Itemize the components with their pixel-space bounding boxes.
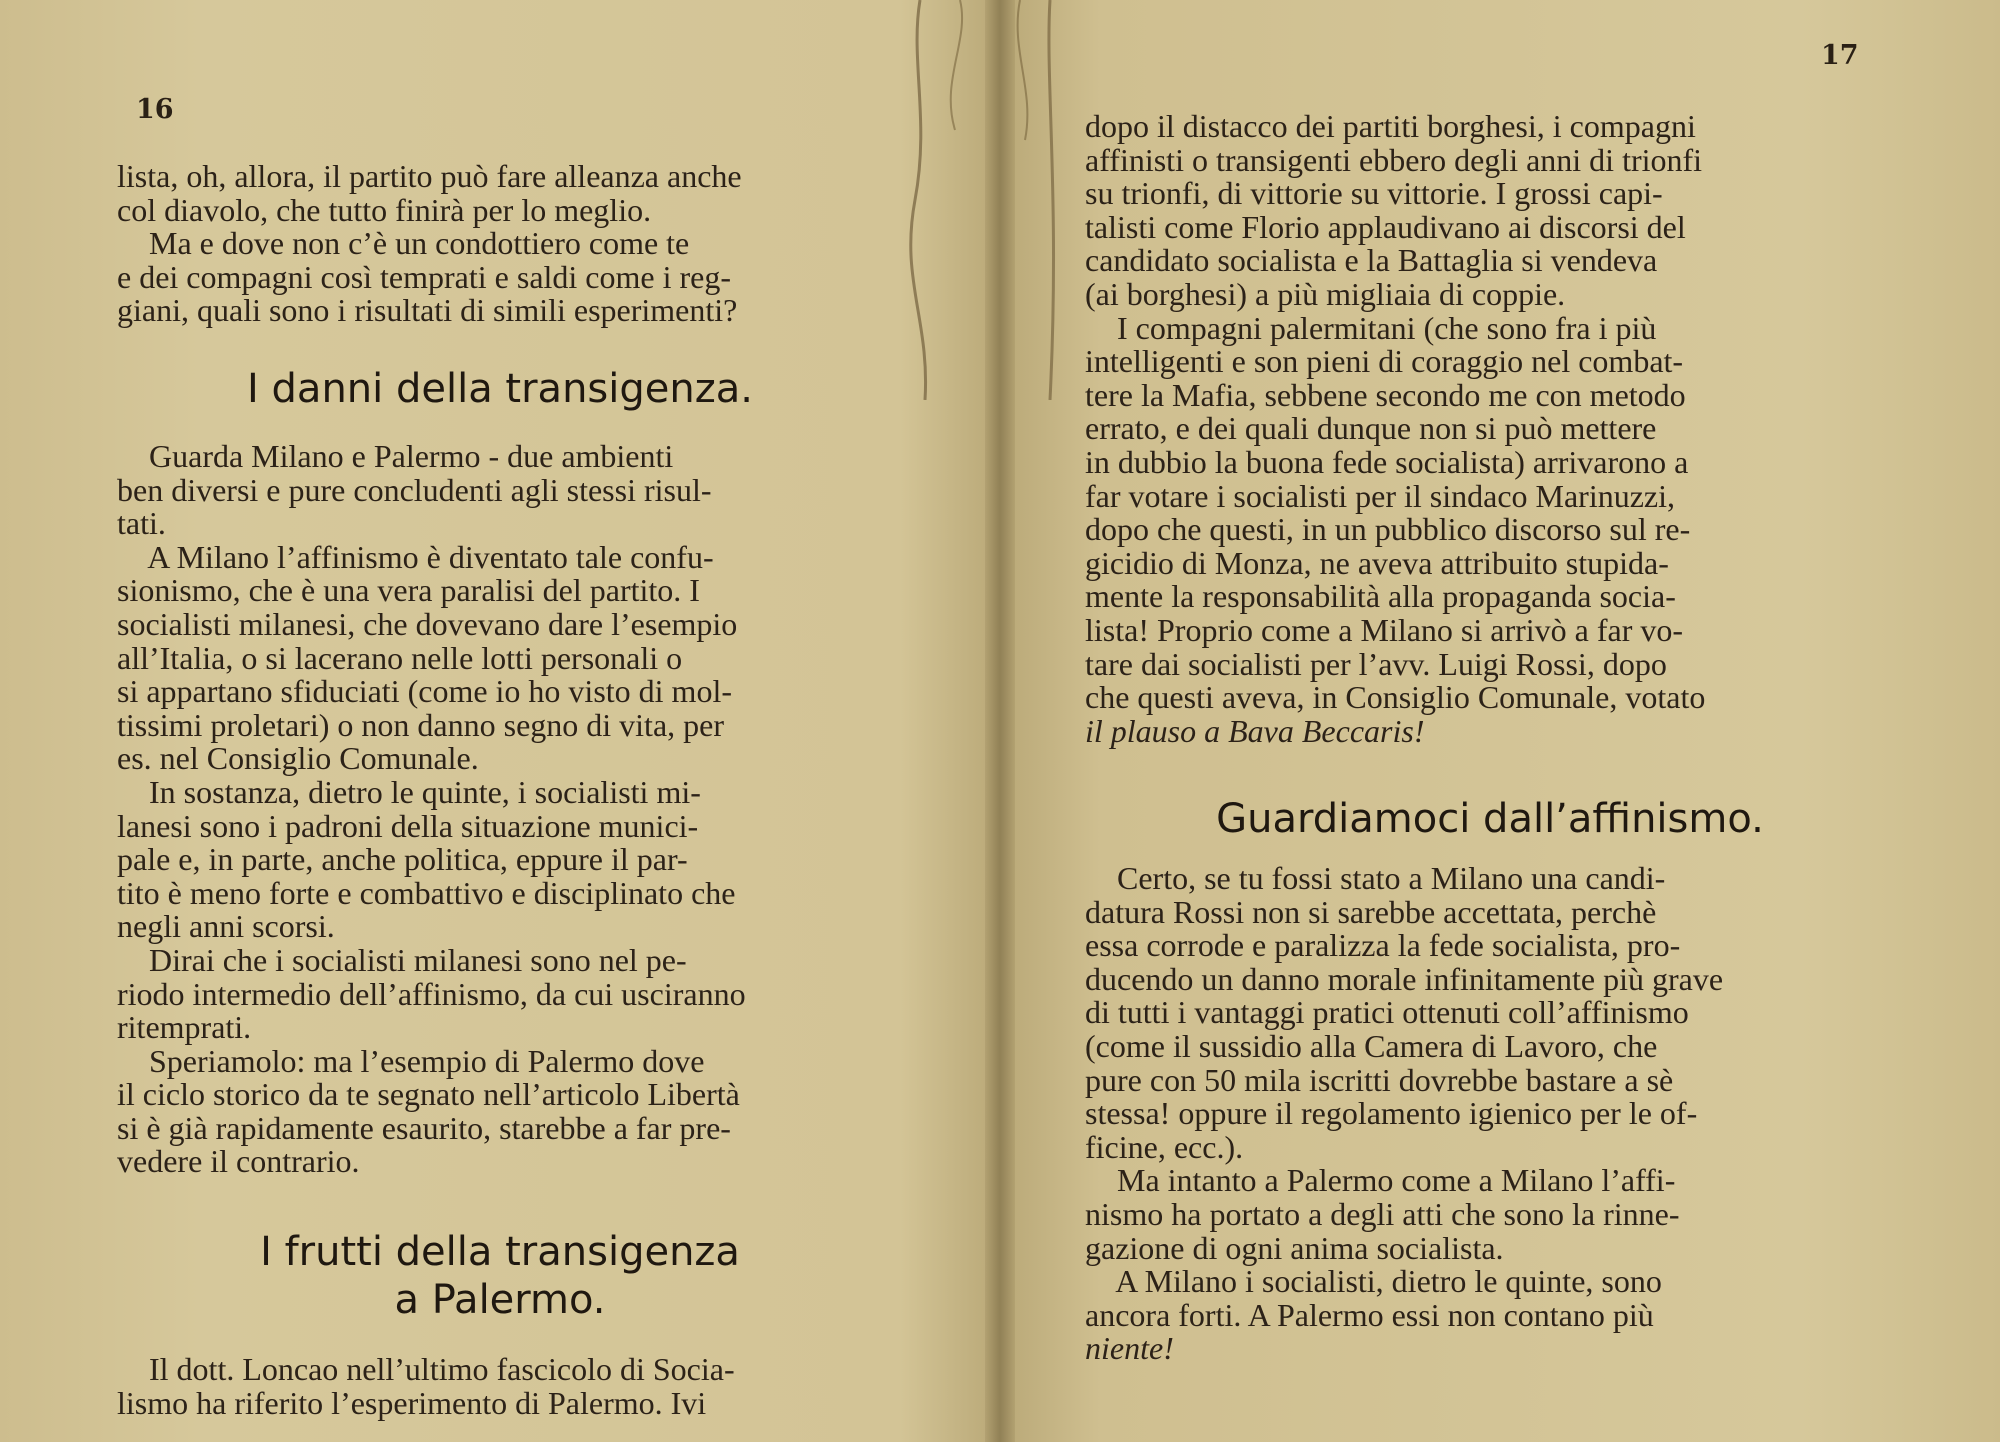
text-line: Dirai che i socialisti milanesi sono nel pe- [117,941,687,978]
text-line: niente! [1085,1330,1174,1367]
text-line: vedere il contrario. [117,1143,360,1180]
text-line: (ai borghesi) a più migliaia di coppie. [1085,275,1566,312]
text-line: ducendo un danno morale infinitamente più grave [1085,960,1724,997]
text-line: talisti come Florio applaudivano ai discorsi del [1085,208,1686,245]
text-line: Certo, se tu fossi stato a Milano una candi- [1085,860,1666,896]
text-line: es. nel Consiglio Comunale. [117,740,479,777]
text-line: negli anni scorsi. [117,908,335,945]
text-line: si è già rapidamente esaurito, starebbe a far pre- [117,1109,731,1146]
text-line: all’Italia, o si lacerano nelle lotti personali o [117,639,683,676]
left-page [0,0,985,1442]
text-line: in dubbio la buona fede socialista) arrivarono a [1085,443,1689,480]
text-line: sionismo, che è una vera paralisi del partito. I [117,572,700,609]
text-line: far votare i socialisti per il sindaco Marinuzzi, [1085,477,1676,514]
text-line: ben diversi e pure concludenti agli stessi risul- [117,471,712,508]
text-line: giani, quali sono i risultati di simili esperimenti? [117,292,738,329]
text-line: tissimi proletari) o non danno segno di vita, per [117,706,724,743]
text-line: errato, e dei quali dunque non si può mettere [1085,410,1657,447]
text-line: candidato socialista e la Battaglia si vendeva [1085,242,1658,279]
text-line: gicidio di Monza, ne aveva attribuito stupida- [1085,544,1669,581]
text-line: lismo ha riferito l’esperimento di Palermo. Ivi [117,1384,707,1421]
text-line: Ma intanto a Palermo come a Milano l’affi- [1085,1162,1676,1199]
text-line: col diavolo, che tutto finirà per lo meglio. [117,191,652,228]
text-line: nismo ha portato a degli atti che sono la rinne- [1085,1195,1680,1232]
heading-text: I danni della transigenza. [247,366,753,412]
text-line: socialisti milanesi, che dovevano dare l’esempio [117,605,738,642]
heading-text: I frutti della transigenza [260,1229,740,1275]
left-paragraph-block-1 [117,160,907,328]
text-line: I compagni palermitani (che sono fra i più [1085,309,1657,346]
text-line: tare dai socialisti per l’avv. Luigi Rossi, dopo [1085,645,1667,682]
text-line: riodo intermedio dell’affinismo, da cui usciranno [117,975,746,1012]
text-line: che questi aveva, in Consiglio Comunale, votato [1085,679,1706,716]
text-line: gazione di ogni anima socialista. [1085,1229,1504,1266]
right-paragraph-block-1 [1085,110,1895,748]
text-line: tere la Mafia, sebbene secondo me con metodo [1085,376,1686,413]
text-line: tito è meno forte e combattivo e disciplinato che [117,874,736,911]
text-line: dopo che questi, in un pubblico discorso sul re- [1085,511,1691,548]
text-line: di tutti i vantaggi pratici ottenuti coll’affinismo [1085,994,1689,1031]
text-line: lista! Proprio come a Milano si arrivò a far vo- [1085,611,1684,648]
text-line: lista, oh, allora, il partito può fare alleanza anche [117,158,742,194]
text-line: tati. [117,505,166,542]
text-line: Speriamolo: ma l’esempio di Palermo dove [117,1042,705,1079]
heading-text: a Palermo. [394,1277,606,1323]
text-line: Guarda Milano e Palermo - due ambienti [117,438,674,474]
text-line: ritemprati. [117,1009,252,1046]
text-line: il plauso a Bava Beccaris! [1085,712,1425,749]
text-line: pale e, in parte, anche politica, eppure il par- [117,841,688,878]
text-line: datura Rossi non si sarebbe accettata, perchè [1085,893,1657,930]
text-line: il ciclo storico da te segnato nell’articolo Libertà [117,1076,740,1113]
text-line: dopo il distacco dei partiti borghesi, i compagni [1085,108,1696,144]
text-line: lanesi sono i padroni della situazione munici- [117,807,699,844]
right-page [1015,0,2000,1442]
text-line: (come il sussidio alla Camera di Lavoro, che [1085,1027,1658,1064]
section-heading [150,1228,850,1324]
heading-text: Guardiamoci dall’affinismo. [1216,796,1764,842]
text-line: Ma e dove non c’è un condottiero come te [117,225,690,262]
text-line: si appartano sfiduciati (come io ho visto di mol- [117,673,732,710]
page-number: 17 [1821,40,1859,71]
text-line: intelligenti e son pieni di coraggio nel combat- [1085,343,1684,380]
left-paragraph-block-2 [117,440,907,1179]
text-line: ficine, ecc.). [1085,1128,1244,1165]
text-line: A Milano l’affinismo è diventato tale confu- [117,538,714,575]
left-paragraph-block-3 [117,1353,907,1420]
text-line: e dei compagni così temprati e saldi come i reg- [117,258,731,295]
page-number: 16 [136,94,174,125]
section-heading [1085,795,1895,843]
section-heading [150,365,850,413]
text-line: Il dott. Loncao nell’ultimo fascicolo di Socia- [117,1351,735,1387]
text-line: A Milano i socialisti, dietro le quinte, sono [1085,1263,1662,1300]
text-line: essa corrode e paralizza la fede socialista, pro- [1085,927,1681,964]
text-line: pure con 50 mila iscritti dovrebbe bastare a sè [1085,1061,1674,1098]
text-line: ancora forti. A Palermo essi non contano più [1085,1296,1654,1333]
text-line: su trionfi, di vittorie su vittorie. I grossi capi- [1085,175,1663,212]
text-line: mente la responsabilità alla propaganda socia- [1085,578,1676,615]
text-line: stessa! oppure il regolamento igienico per le of- [1085,1095,1698,1132]
text-line: affinisti o transigenti ebbero degli anni di trionfi [1085,141,1703,178]
text-line: In sostanza, dietro le quinte, i socialisti mi- [117,773,701,810]
right-paragraph-block-2 [1085,862,1895,1366]
